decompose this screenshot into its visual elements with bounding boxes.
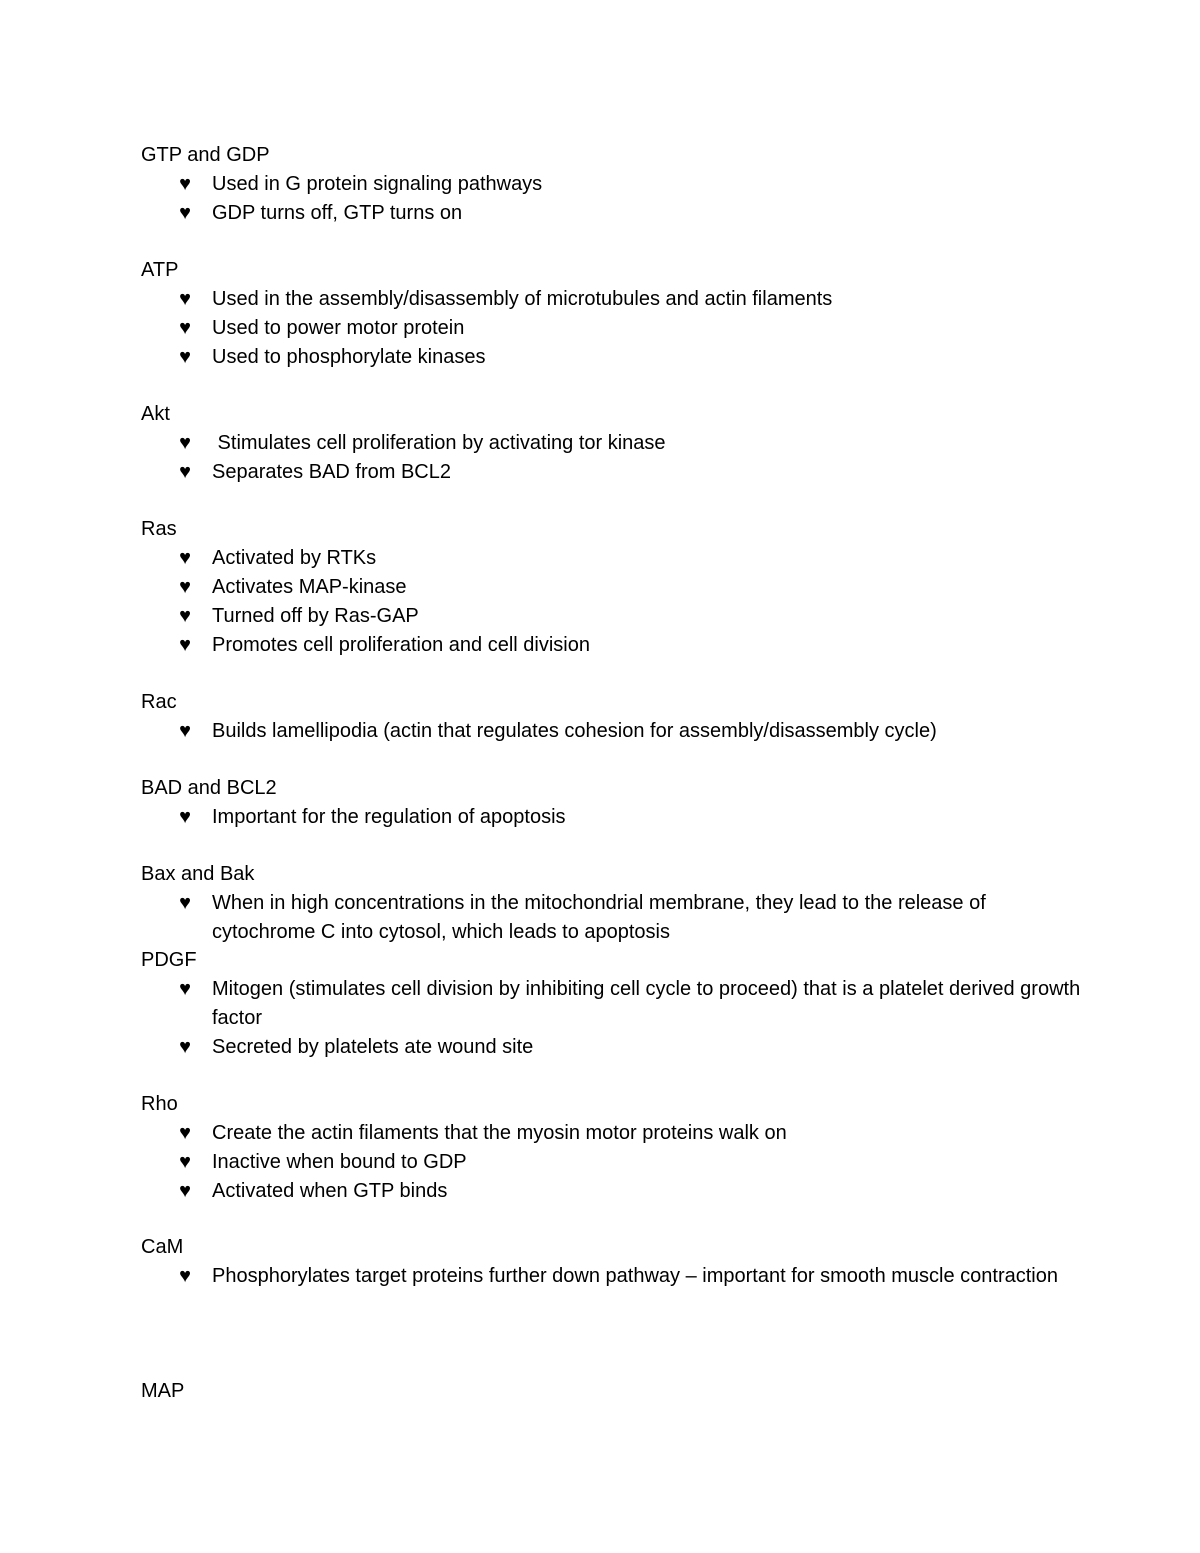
list-item-text: Separates BAD from BCL2 <box>212 461 451 483</box>
heart-icon: ♥ <box>179 978 191 1000</box>
section-heading: Ras <box>141 518 177 540</box>
list-item <box>141 199 1081 228</box>
bullet-list <box>141 429 1081 487</box>
list-item <box>141 1119 1081 1148</box>
list-item <box>141 1148 1081 1177</box>
section-pdgf <box>141 946 1081 1062</box>
list-item-text: Inactive when bound to GDP <box>212 1151 467 1173</box>
section-heading: ATP <box>141 259 179 281</box>
bullet-list <box>141 717 1081 746</box>
section-heading: BAD and BCL2 <box>141 777 277 799</box>
section-heading: MAP <box>141 1380 185 1402</box>
list-item-text: Activated when GTP binds <box>212 1180 448 1202</box>
list-item-text: Mitogen (stimulates cell division by inhibiting cell cycle to proceed) that is a platelet derived growth factor <box>212 978 1081 1029</box>
section-heading: Rac <box>141 691 177 713</box>
heart-icon: ♥ <box>179 202 191 224</box>
section-heading: Akt <box>141 403 170 425</box>
list-item <box>141 429 1081 458</box>
section-map <box>141 1377 1081 1406</box>
section-bad-bcl2 <box>141 774 1081 832</box>
list-item-text: Turned off by Ras-GAP <box>212 605 419 627</box>
heart-icon: ♥ <box>179 1036 191 1058</box>
bullet-list <box>141 544 1081 660</box>
list-item-text: Activates MAP-kinase <box>212 576 407 598</box>
list-item-text: Activated by RTKs <box>212 547 377 569</box>
heart-icon: ♥ <box>179 1180 191 1202</box>
list-item-text: Phosphorylates target proteins further down pathway – important for smooth muscle contraction <box>212 1265 1058 1287</box>
list-item <box>141 170 1081 199</box>
list-item-text: GDP turns off, GTP turns on <box>212 202 463 224</box>
section-heading: PDGF <box>141 949 197 971</box>
list-item-text: When in high concentrations in the mitochondrial membrane, they lead to the release of cytochrome C into cytosol, which leads to apoptosis <box>212 892 986 943</box>
heart-icon: ♥ <box>179 720 191 742</box>
bullet-list <box>141 285 1081 372</box>
list-item <box>141 975 1081 1033</box>
section-rho <box>141 1090 1081 1206</box>
list-item <box>141 314 1081 343</box>
heart-icon: ♥ <box>179 1265 191 1287</box>
list-item <box>141 803 1081 832</box>
heart-icon: ♥ <box>179 1122 191 1144</box>
heart-icon: ♥ <box>179 346 191 368</box>
bullet-list <box>141 975 1081 1062</box>
bullet-list <box>141 1262 1081 1291</box>
heart-icon: ♥ <box>179 317 191 339</box>
section-heading: CaM <box>141 1236 184 1258</box>
list-item <box>141 544 1081 573</box>
heart-icon: ♥ <box>179 1151 191 1173</box>
section-bax-bak <box>141 860 1081 947</box>
list-item-text: Stimulates cell proliferation by activating tor kinase <box>212 432 666 454</box>
section-gtp-gdp <box>141 141 1081 228</box>
bullet-list <box>141 889 1081 947</box>
heart-icon: ♥ <box>179 547 191 569</box>
section-ras <box>141 515 1081 660</box>
heart-icon: ♥ <box>179 634 191 656</box>
list-item <box>141 717 1081 746</box>
list-item-text: Used in the assembly/disassembly of microtubules and actin filaments <box>212 288 833 310</box>
list-item <box>141 1177 1081 1206</box>
section-heading: GTP and GDP <box>141 144 270 166</box>
list-item <box>141 631 1081 660</box>
list-item <box>141 573 1081 602</box>
section-atp <box>141 256 1081 372</box>
list-item <box>141 458 1081 487</box>
heart-icon: ♥ <box>179 461 191 483</box>
list-item <box>141 1033 1081 1062</box>
list-item-text: Promotes cell proliferation and cell division <box>212 634 590 656</box>
heart-icon: ♥ <box>179 806 191 828</box>
list-item-text: Important for the regulation of apoptosis <box>212 806 566 828</box>
section-cam <box>141 1233 1081 1291</box>
list-item-text: Used to phosphorylate kinases <box>212 346 486 368</box>
heart-icon: ♥ <box>179 892 191 914</box>
list-item-text: Builds lamellipodia (actin that regulates cohesion for assembly/disassembly cycle) <box>212 720 937 742</box>
list-item <box>141 343 1081 372</box>
list-item <box>141 285 1081 314</box>
bullet-list <box>141 803 1081 832</box>
section-heading: Rho <box>141 1093 178 1115</box>
list-item-text: Used in G protein signaling pathways <box>212 173 543 195</box>
list-item-text: Secreted by platelets ate wound site <box>212 1036 534 1058</box>
section-akt <box>141 400 1081 487</box>
heart-icon: ♥ <box>179 432 191 454</box>
heart-icon: ♥ <box>179 288 191 310</box>
list-item <box>141 1262 1081 1291</box>
heart-icon: ♥ <box>179 173 191 195</box>
list-item-text: Create the actin filaments that the myosin motor proteins walk on <box>212 1122 787 1144</box>
bullet-list <box>141 1119 1081 1206</box>
bullet-list <box>141 170 1081 228</box>
section-heading: Bax and Bak <box>141 863 255 885</box>
heart-icon: ♥ <box>179 576 191 598</box>
section-rac <box>141 688 1081 746</box>
heart-icon: ♥ <box>179 605 191 627</box>
list-item <box>141 602 1081 631</box>
list-item <box>141 889 1081 947</box>
list-item-text: Used to power motor protein <box>212 317 465 339</box>
